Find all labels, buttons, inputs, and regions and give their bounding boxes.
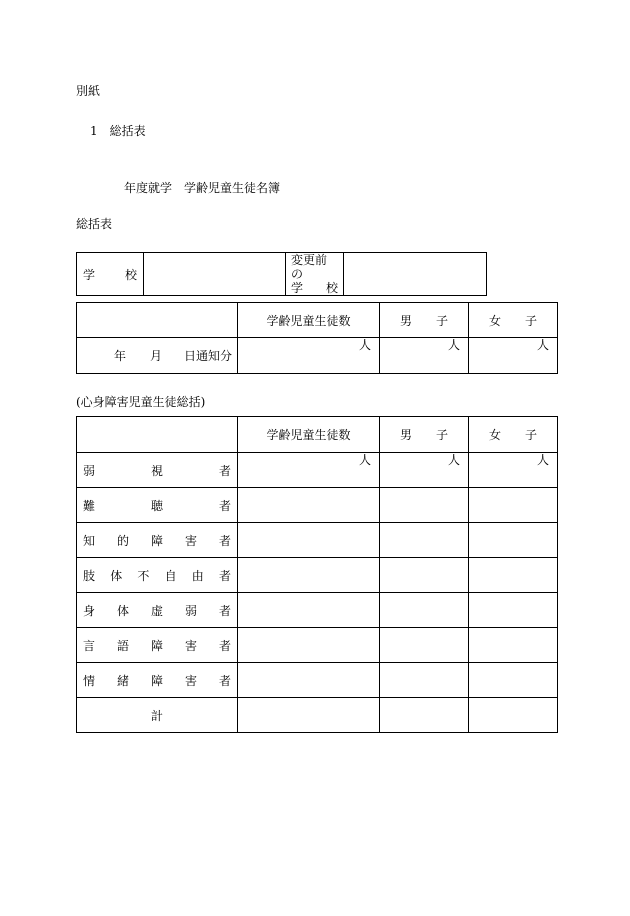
row-female-field[interactable] [469,593,558,628]
row-label-char: 語 [116,638,129,653]
unit-label: 人 [358,338,371,352]
row-total-field[interactable] [238,698,380,733]
row-label-char: 体 [116,603,129,618]
row-label-char: 知 [83,533,96,548]
disability-heading: (心身障害児童生徒総括) [76,395,206,409]
row-label-char: 弱 [184,603,197,618]
row-total-field[interactable] [238,523,380,558]
row-female-field[interactable] [469,558,558,593]
row-male-field[interactable] [380,453,469,488]
count-header-male: 男 子 [380,303,469,338]
row-total-field[interactable] [238,663,380,698]
school-table [76,252,487,296]
row-label-char: 体 [110,568,123,583]
row-total-field[interactable] [238,558,380,593]
previous-school-label-char: 学 [291,281,304,295]
row-label-char: 由 [191,568,204,583]
row-label-char: 難 [83,498,96,513]
row-label-char: 障 [150,533,163,548]
school-label-char: 学 [83,267,96,282]
date-day-label: 日通知分 [184,348,233,363]
row-label-intellectual [77,523,238,558]
summary-label: 総括表 [76,217,113,231]
unit-label: 人 [536,338,549,352]
table-row [77,663,558,698]
table-row [77,523,558,558]
row-label-char: 者 [218,463,231,478]
table-row [77,488,558,523]
row-label-char: 害 [184,673,197,688]
row-label-char: 緒 [116,673,129,688]
row-label-char: 者 [218,673,231,688]
row-label-char: 情 [83,673,96,688]
row-label-char: 言 [83,638,96,653]
previous-school-value-field[interactable] [344,253,487,296]
unit-label: 人 [536,453,549,467]
disability-header-female: 女 子 [469,417,558,453]
row-female-field[interactable] [469,698,558,733]
unit-label: 人 [358,453,371,467]
row-male-field[interactable] [380,663,469,698]
table-row [77,453,558,488]
date-month-label: 月 [150,348,163,363]
table-row-total [77,698,558,733]
table-row [77,593,558,628]
school-value-field[interactable] [144,253,286,296]
row-male-field[interactable] [380,698,469,733]
count-female-field[interactable] [469,338,558,374]
unit-label: 人 [447,453,460,467]
row-male-field[interactable] [380,488,469,523]
row-male-field[interactable] [380,593,469,628]
row-label-char: 者 [218,498,231,513]
disability-header-blank [77,417,238,453]
count-header-total: 学齢児童生徒数 [238,303,380,338]
row-male-field[interactable] [380,628,469,663]
row-male-field[interactable] [380,523,469,558]
row-label-char: 的 [116,533,129,548]
previous-school-label-cell [286,253,344,296]
row-label-emotional [77,663,238,698]
row-label-char: 者 [218,568,231,583]
school-label-cell [77,253,144,296]
row-label-hearing [77,488,238,523]
attachment-label: 別紙 [76,84,101,98]
row-label-char: 害 [184,638,197,653]
row-label-char: 者 [218,533,231,548]
section-heading: 1 総括表 [90,124,146,138]
row-female-field[interactable] [469,523,558,558]
row-label-visual [77,453,238,488]
previous-school-label-char: 校 [325,281,338,295]
row-female-field[interactable] [469,453,558,488]
date-year-label: 年 [114,348,127,363]
row-male-field[interactable] [380,558,469,593]
row-female-field[interactable] [469,488,558,523]
table-row [77,628,558,663]
row-label-char: 障 [150,638,163,653]
count-total-field[interactable] [238,338,380,374]
total-label: 計 [77,698,238,733]
row-label-health [77,593,238,628]
disability-table [76,416,558,733]
row-label-char: 者 [218,603,231,618]
count-table [76,302,558,374]
roster-title: 年度就学 学齢児童生徒名簿 [124,181,281,195]
row-female-field[interactable] [469,628,558,663]
row-total-field[interactable] [238,488,380,523]
school-label-char: 校 [124,267,137,282]
row-label-char: 視 [150,463,163,478]
row-label-char: 弱 [83,463,96,478]
count-male-field[interactable] [380,338,469,374]
notification-date-cell [77,338,238,374]
row-female-field[interactable] [469,663,558,698]
count-header-blank [77,303,238,338]
row-label-physical [77,558,238,593]
row-label-char: 者 [218,638,231,653]
disability-header-total: 学齢児童生徒数 [238,417,380,453]
row-label-char: 障 [150,673,163,688]
unit-label: 人 [447,338,460,352]
row-total-field[interactable] [238,453,380,488]
count-header-female: 女 子 [469,303,558,338]
row-label-char: 自 [164,568,177,583]
row-label-char: 身 [83,603,96,618]
row-total-field[interactable] [238,628,380,663]
row-total-field[interactable] [238,593,380,628]
disability-header-male: 男 子 [380,417,469,453]
previous-school-label-line1: 変更前の [291,253,328,281]
row-label-char: 聴 [150,498,163,513]
table-row [77,558,558,593]
row-label-char: 害 [184,533,197,548]
row-label-char: 虚 [150,603,163,618]
row-label-char: 肢 [83,568,96,583]
row-label-char: 不 [137,568,150,583]
row-label-speech [77,628,238,663]
